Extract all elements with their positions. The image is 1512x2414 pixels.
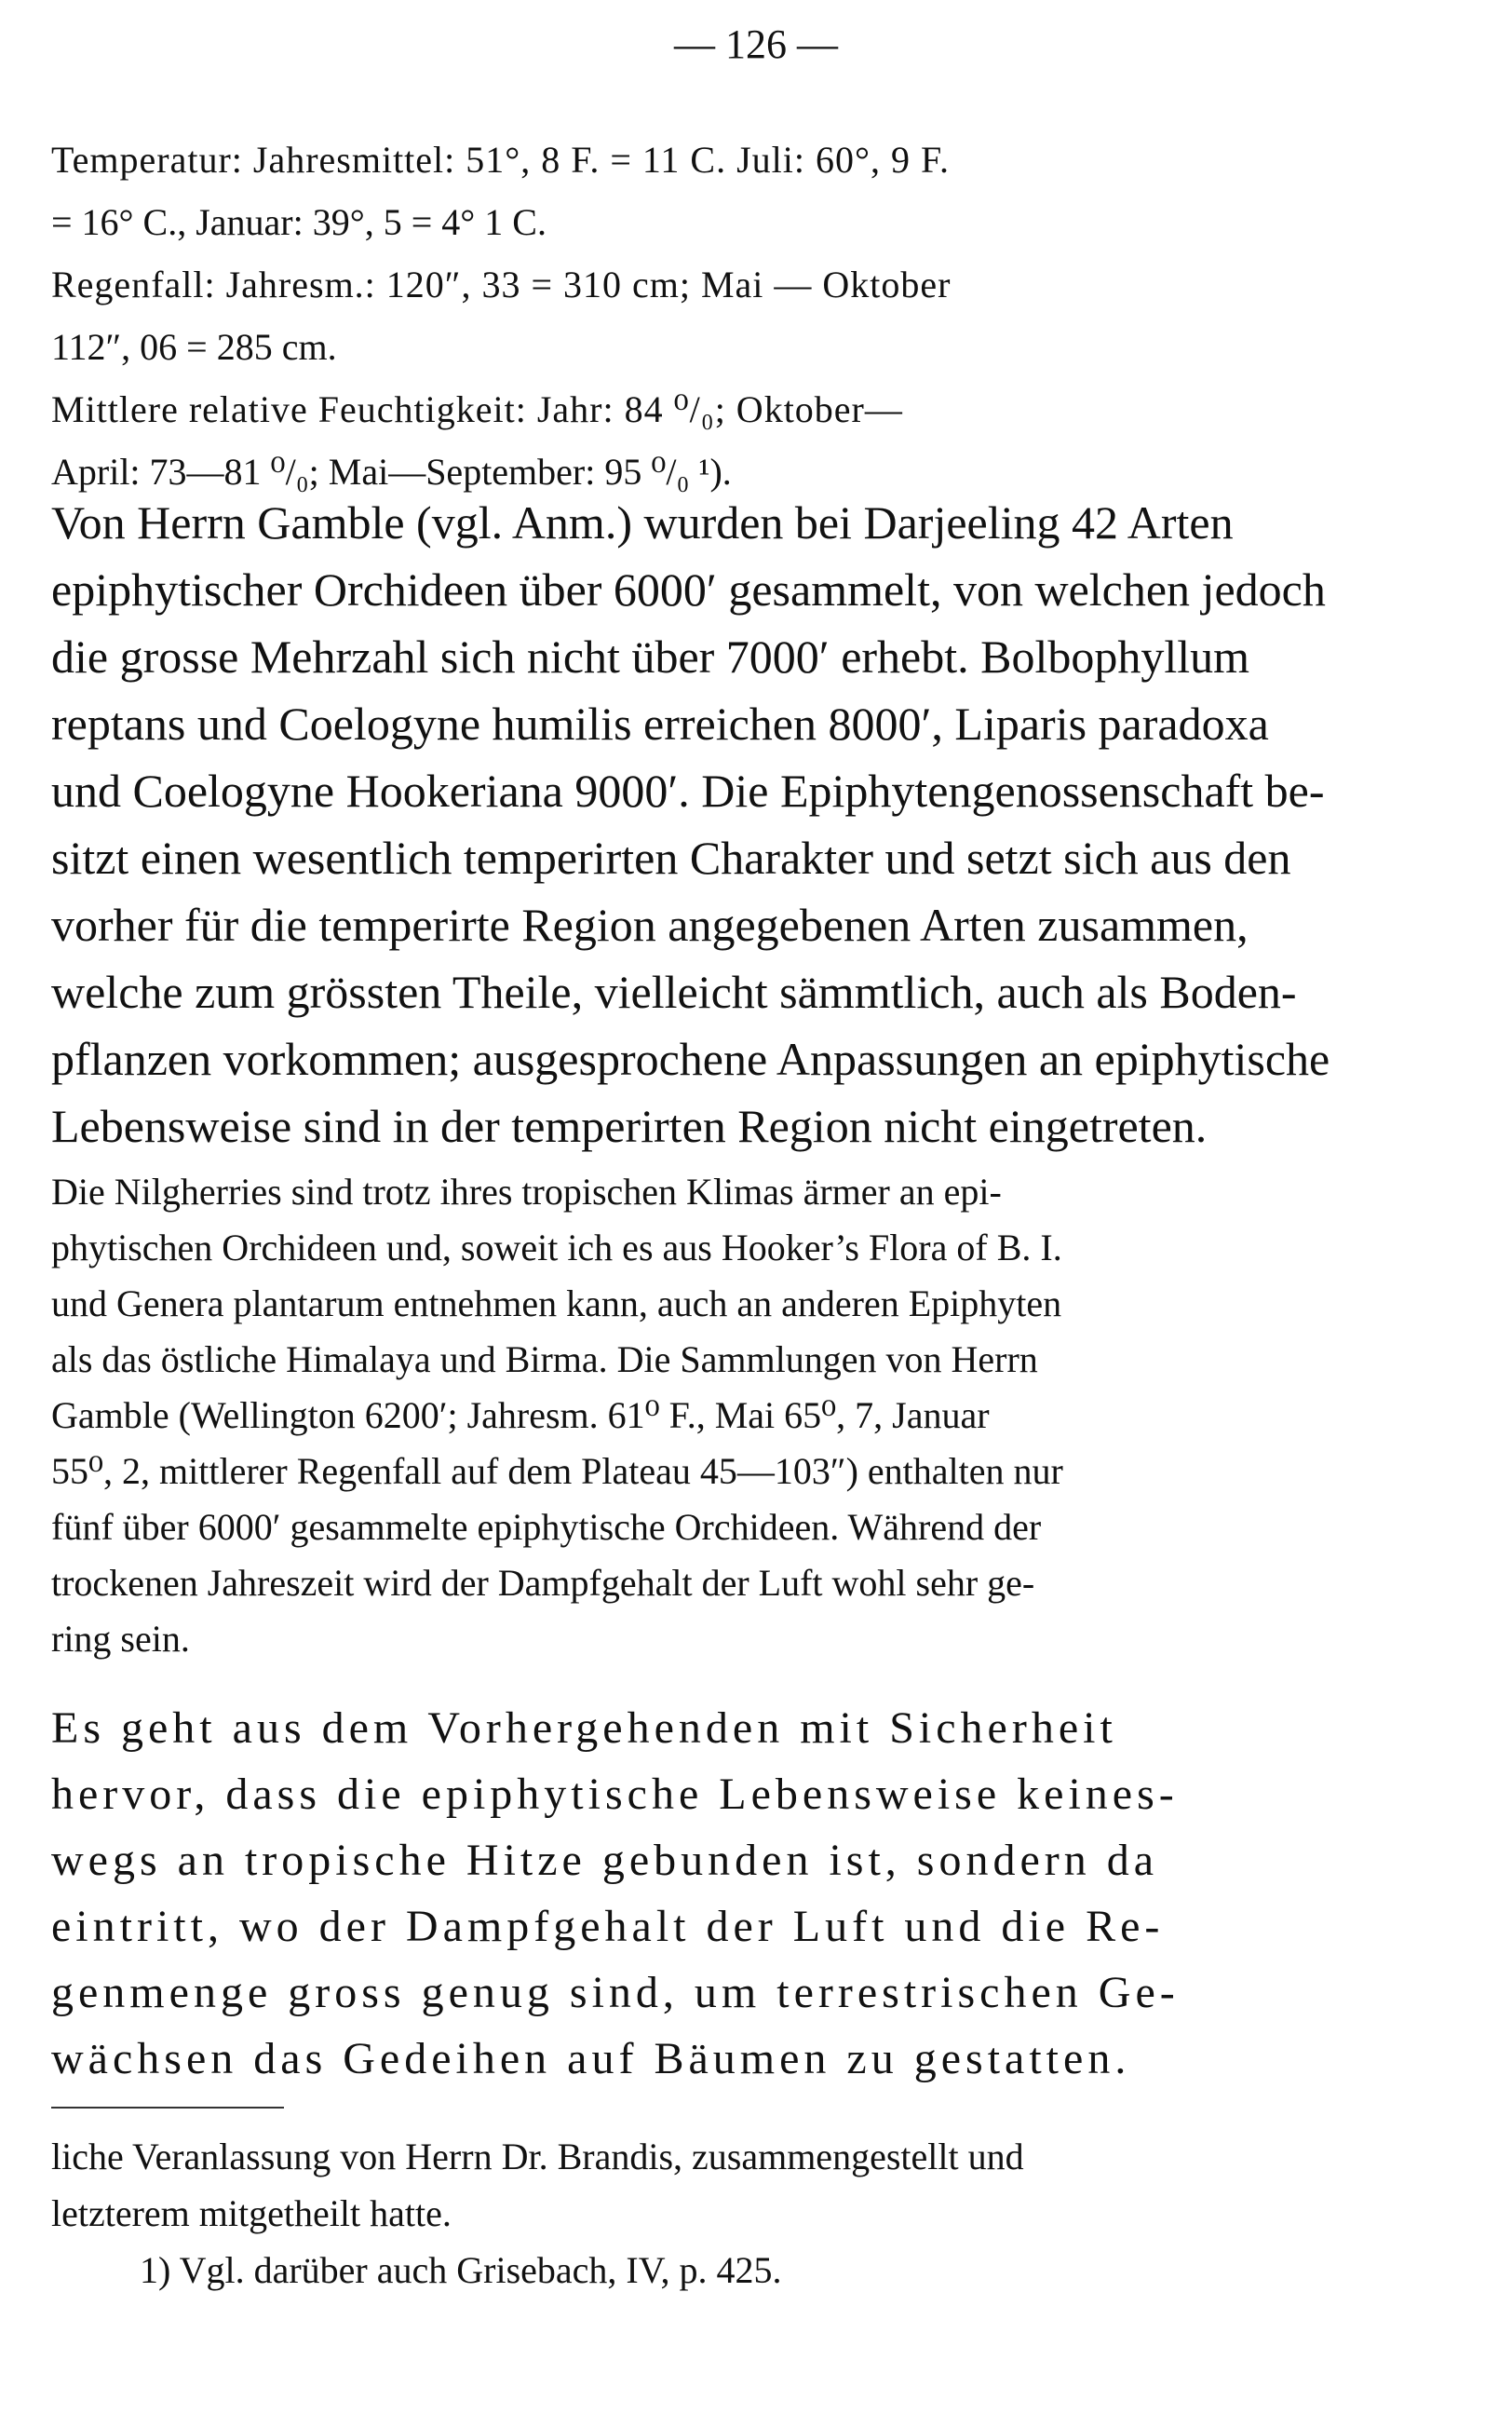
- paragraph-gamble: [51, 489, 1448, 1160]
- text-line: vorher für die temperirte Region angegebenen Arten zusammen,: [51, 899, 1249, 951]
- text-line: wegs an tropische Hitze gebunden ist, sondern da: [51, 1836, 1159, 1885]
- text-line: und Genera plantarum entnehmen kann, auch an anderen Epiphyten: [51, 1282, 1062, 1324]
- text-line: und Coelogyne Hookeriana 9000′. Die Epiphytengenossenschaft be-: [51, 765, 1325, 817]
- text-line: die grosse Mehrzahl sich nicht über 7000′ erhebt. Bolbophyllum: [51, 631, 1250, 683]
- footnote-continuation-line: liche Veranlassung von Herrn Dr. Brandis, zusammengestellt und: [51, 2136, 1024, 2177]
- climate-humidity-line-1: Mittlere relative Feuchtigkeit: Jahr: 84 ⁰/₀; Oktober—: [51, 388, 903, 430]
- text-line: Die Nilgherries sind trotz ihres tropischen Klimas ärmer an epi-: [51, 1171, 1002, 1213]
- text-line: fünf über 6000′ gesammelte epiphytische Orchideen. Während der: [51, 1506, 1042, 1548]
- climate-temperature-line-1: Temperatur: Jahresmittel: 51°, 8 F. = 11 C. Juli: 60°, 9 F.: [51, 139, 951, 181]
- text-line: genmenge gross genug sind, um terrestrischen Ge-: [51, 1968, 1180, 2017]
- text-line: epiphytischer Orchideen über 6000′ gesammelt, von welchen jedoch: [51, 563, 1326, 616]
- footnote-rule: [51, 2107, 284, 2109]
- page-number: — 126 —: [674, 21, 838, 67]
- text-line: pflanzen vorkommen; ausgesprochene Anpassungen an epiphytische: [51, 1033, 1330, 1085]
- paragraph-conclusion: [51, 1695, 1448, 2092]
- text-line: hervor, dass die epiphytische Lebensweise keines-: [51, 1770, 1179, 1819]
- footnotes: [51, 2128, 1448, 2299]
- footnote-1: 1) Vgl. darüber auch Grisebach, IV, p. 425.: [140, 2249, 782, 2291]
- text-line: Gamble (Wellington 6200′; Jahresm. 61⁰ F., Mai 65⁰, 7, Januar: [51, 1394, 990, 1436]
- text-line: Von Herrn Gamble (vgl. Anm.) wurden bei Darjeeling 42 Arten: [51, 496, 1234, 549]
- text-line: reptans und Coelogyne humilis erreichen 8000′, Liparis paradoxa: [51, 698, 1269, 750]
- text-line: eintritt, wo der Dampfgehalt der Luft und die Re-: [51, 1902, 1165, 1951]
- text-line: als das östliche Himalaya und Birma. Die Sammlungen von Herrn: [51, 1338, 1038, 1380]
- text-line: wächsen das Gedeihen auf Bäumen zu gestatten.: [51, 2034, 1131, 2083]
- climate-humidity-line-2: April: 73—81 ⁰/₀; Mai—September: 95 ⁰/₀ ¹).: [51, 451, 732, 493]
- text-line: welche zum grössten Theile, vielleicht sämmtlich, auch als Boden-: [51, 966, 1297, 1018]
- text-line: ring sein.: [51, 1618, 190, 1660]
- text-line: sitzt einen wesentlich temperirten Charakter und setzt sich aus den: [51, 832, 1291, 884]
- climate-rainfall-line-2: 112″, 06 = 285 cm.: [51, 326, 337, 368]
- paragraph-nilgherries: [51, 1164, 1448, 1667]
- climate-rainfall-line-1: Regenfall: Jahresm.: 120″, 33 = 310 cm; Mai — Oktober: [51, 264, 952, 305]
- text-line: 55⁰, 2, mittlerer Regenfall auf dem Plateau 45—103″) enthalten nur: [51, 1450, 1063, 1492]
- footnote-continuation-line: letzterem mitgetheilt hatte.: [51, 2192, 452, 2234]
- text-line: Lebensweise sind in der temperirten Region nicht eingetreten.: [51, 1100, 1208, 1152]
- text-line: Es geht aus dem Vorhergehenden mit Sicherheit: [51, 1703, 1117, 1753]
- climate-temperature-line-2: = 16° C., Januar: 39°, 5 = 4° 1 C.: [51, 201, 547, 243]
- text-line: trockenen Jahreszeit wird der Dampfgehalt der Luft wohl sehr ge-: [51, 1562, 1035, 1604]
- text-line: phytischen Orchideen und, soweit ich es aus Hooker’s Flora of B. I.: [51, 1227, 1062, 1268]
- climate-block: [51, 129, 1448, 503]
